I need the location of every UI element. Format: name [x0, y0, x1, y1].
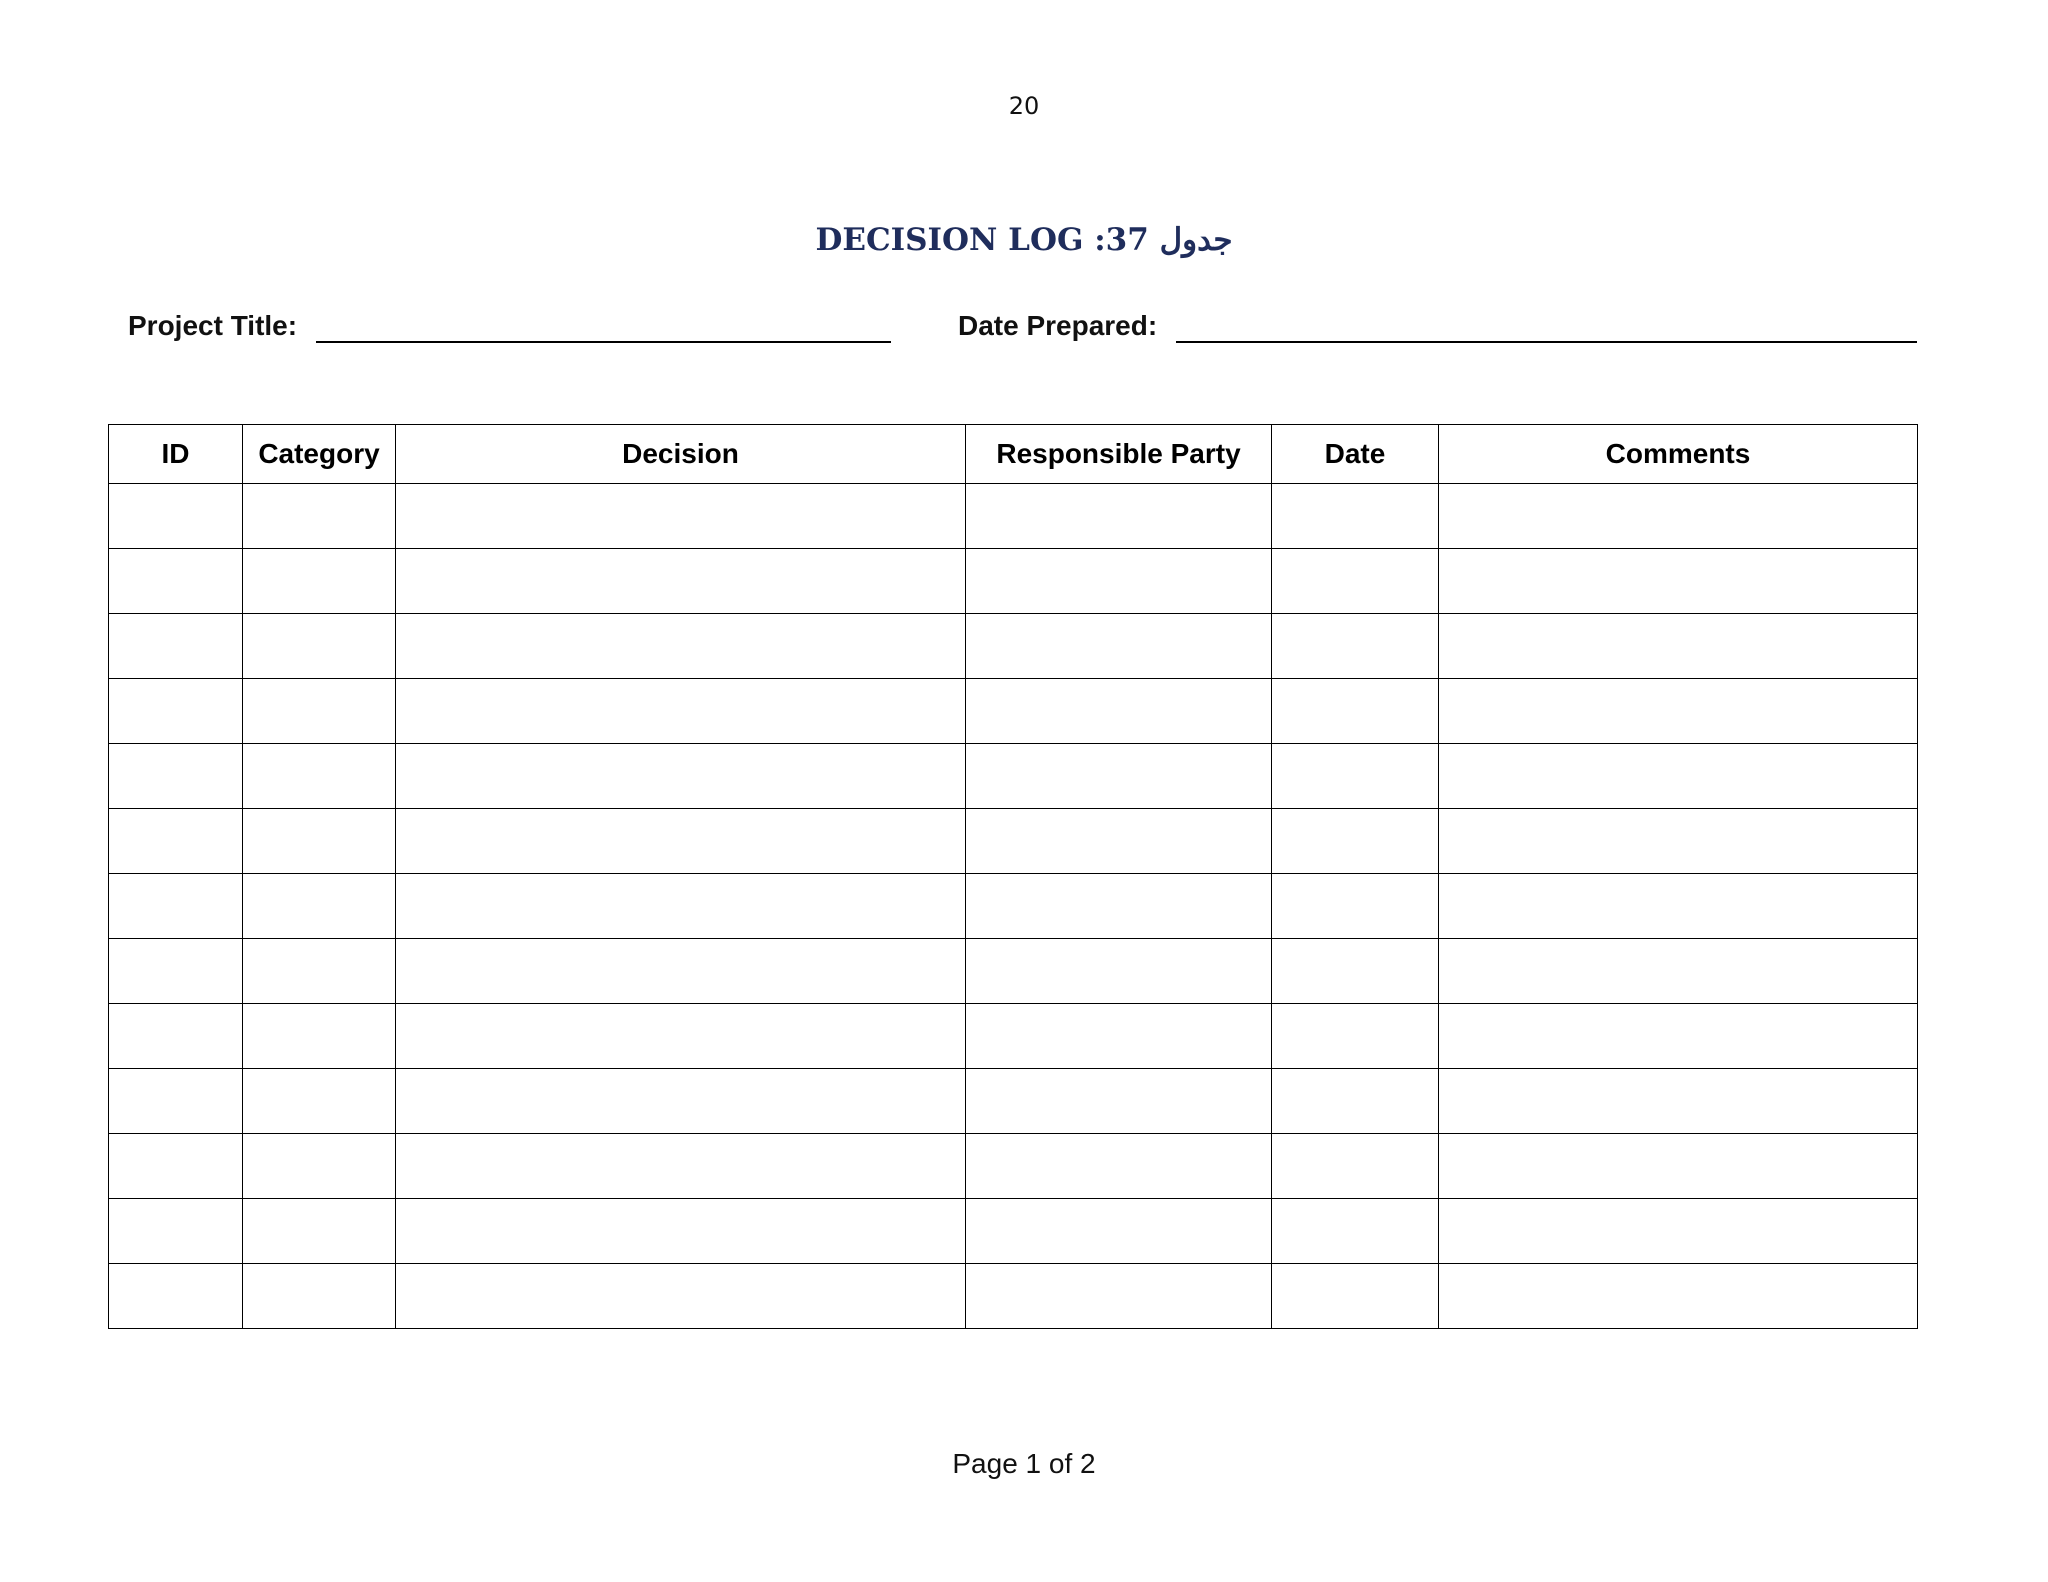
column-header-comments: Comments	[1439, 425, 1918, 484]
table-row	[109, 614, 1918, 679]
table-cell[interactable]	[966, 939, 1272, 1004]
table-row	[109, 484, 1918, 549]
table-cell[interactable]	[1272, 1004, 1439, 1069]
table-cell[interactable]	[243, 1199, 396, 1264]
table-cell[interactable]	[966, 484, 1272, 549]
table-cell[interactable]	[1439, 484, 1918, 549]
table-row	[109, 1069, 1918, 1134]
table-cell[interactable]	[1439, 1069, 1918, 1134]
table-cell[interactable]	[1272, 614, 1439, 679]
table-cell[interactable]	[1272, 1199, 1439, 1264]
table-cell[interactable]	[396, 939, 966, 1004]
table-cell[interactable]	[243, 1134, 396, 1199]
table-body	[109, 484, 1918, 1329]
table-cell[interactable]	[109, 939, 243, 1004]
table-cell[interactable]	[1439, 1004, 1918, 1069]
column-header-date: Date	[1272, 425, 1439, 484]
table-cell[interactable]	[396, 874, 966, 939]
table-cell[interactable]	[396, 614, 966, 679]
table-row	[109, 1004, 1918, 1069]
table-cell[interactable]	[109, 1134, 243, 1199]
table-cell[interactable]	[396, 1199, 966, 1264]
table-cell[interactable]	[1439, 809, 1918, 874]
table-cell[interactable]	[396, 1004, 966, 1069]
table-cell[interactable]	[1272, 1134, 1439, 1199]
table-cell[interactable]	[243, 874, 396, 939]
table-cell[interactable]	[1439, 874, 1918, 939]
table-cell[interactable]	[243, 1069, 396, 1134]
table-cell[interactable]	[396, 1069, 966, 1134]
table-cell[interactable]	[966, 744, 1272, 809]
table-cell[interactable]	[1439, 1199, 1918, 1264]
table-cell[interactable]	[109, 1069, 243, 1134]
table-header-row	[109, 425, 1918, 484]
table-cell[interactable]	[243, 809, 396, 874]
table-cell[interactable]	[1272, 874, 1439, 939]
table-cell[interactable]	[1272, 549, 1439, 614]
table-cell[interactable]	[966, 1004, 1272, 1069]
table-cell[interactable]	[109, 874, 243, 939]
table-cell[interactable]	[396, 809, 966, 874]
table-cell[interactable]	[966, 614, 1272, 679]
table-row	[109, 549, 1918, 614]
table-cell[interactable]	[243, 549, 396, 614]
table-cell[interactable]	[966, 1264, 1272, 1329]
table-cell[interactable]	[1439, 939, 1918, 1004]
date-prepared-field[interactable]	[1176, 341, 1917, 343]
table-cell[interactable]	[109, 1264, 243, 1329]
table-cell[interactable]	[109, 744, 243, 809]
table-row	[109, 809, 1918, 874]
decision-log-table	[108, 424, 1918, 1329]
table-cell[interactable]	[966, 1199, 1272, 1264]
column-header-responsible-party: Responsible Party	[966, 425, 1272, 484]
table-cell[interactable]	[1272, 744, 1439, 809]
project-title-label: Project Title:	[128, 310, 298, 341]
table-cell[interactable]	[1272, 484, 1439, 549]
table-cell[interactable]	[1439, 549, 1918, 614]
table-cell[interactable]	[1272, 939, 1439, 1004]
table-cell[interactable]	[109, 484, 243, 549]
table-cell[interactable]	[109, 679, 243, 744]
table-cell[interactable]	[109, 614, 243, 679]
table-cell[interactable]	[243, 1004, 396, 1069]
table-cell[interactable]	[109, 809, 243, 874]
project-title-field[interactable]	[316, 341, 891, 343]
table-cell[interactable]	[966, 1134, 1272, 1199]
table-row	[109, 1199, 1918, 1264]
table-cell[interactable]	[1272, 1264, 1439, 1329]
table-cell[interactable]	[1439, 614, 1918, 679]
table-cell[interactable]	[243, 679, 396, 744]
table-cell[interactable]	[966, 809, 1272, 874]
table-cell[interactable]	[243, 744, 396, 809]
table-cell[interactable]	[396, 484, 966, 549]
table-row	[109, 1264, 1918, 1329]
table-row	[109, 744, 1918, 809]
page-title: DECISION LOG :37 جدول	[815, 222, 1233, 258]
table-row	[109, 939, 1918, 1004]
table-row	[109, 874, 1918, 939]
table-row	[109, 1134, 1918, 1199]
column-header-decision: Decision	[396, 425, 966, 484]
table-cell[interactable]	[396, 1134, 966, 1199]
table-cell[interactable]	[396, 549, 966, 614]
table-cell[interactable]	[1439, 744, 1918, 809]
table-cell[interactable]	[1439, 1264, 1918, 1329]
table-cell[interactable]	[396, 679, 966, 744]
table-cell[interactable]	[1439, 679, 1918, 744]
table-cell[interactable]	[243, 484, 396, 549]
column-header-id: ID	[109, 425, 243, 484]
table-cell[interactable]	[1272, 809, 1439, 874]
table-cell[interactable]	[243, 1264, 396, 1329]
table-cell[interactable]	[966, 549, 1272, 614]
table-row	[109, 679, 1918, 744]
table-cell[interactable]	[1439, 1134, 1918, 1199]
column-header-category: Category	[243, 425, 396, 484]
table-cell[interactable]	[109, 1199, 243, 1264]
table-cell[interactable]	[396, 744, 966, 809]
table-cell[interactable]	[396, 1264, 966, 1329]
date-prepared-label: Date Prepared:	[958, 310, 1158, 341]
page-number: 20	[1008, 92, 1040, 120]
table-cell[interactable]	[966, 679, 1272, 744]
table-cell[interactable]	[109, 549, 243, 614]
table-cell[interactable]	[966, 874, 1272, 939]
table-cell[interactable]	[109, 1004, 243, 1069]
table-cell[interactable]	[1272, 1069, 1439, 1134]
page-footer: Page 1 of 2	[952, 1448, 1096, 1479]
table-cell[interactable]	[966, 1069, 1272, 1134]
table-cell[interactable]	[243, 614, 396, 679]
table-cell[interactable]	[1272, 679, 1439, 744]
table-cell[interactable]	[243, 939, 396, 1004]
